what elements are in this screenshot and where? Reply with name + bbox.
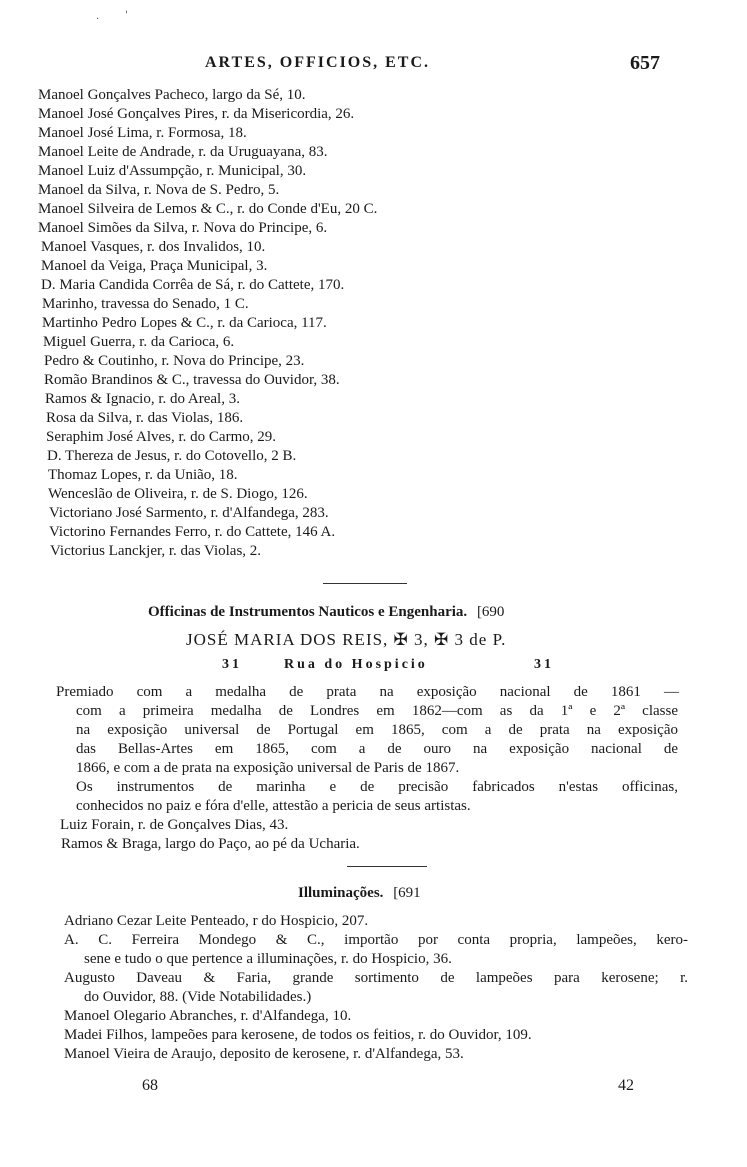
list-item: Luiz Forain, r. de Gonçalves Dias, 43. — [60, 817, 289, 833]
list-item: A. C. Ferreira Mondego & C., importão por conta propria, lampeões, kero- — [64, 932, 688, 948]
list-item: Victorino Fernandes Ferro, r. do Cattete, 146 A. — [49, 524, 336, 540]
list-item: Augusto Daveau & Faria, grande sortimento de lampeões para kerosene; r. — [64, 970, 688, 986]
page-header-title: ARTES, OFFICIOS, ETC. — [205, 54, 431, 71]
list-item: D. Maria Candida Corrêa de Sá, r. do Cattete, 170. — [41, 277, 345, 293]
section-title-text: Illuminações. — [298, 885, 384, 901]
list-item: Manoel Vieira de Araujo, deposito de kerosene, r. d'Alfandega, 53. — [64, 1046, 464, 1062]
signature-mark: 68 — [142, 1077, 158, 1094]
speck-mark: ' — [125, 10, 128, 21]
list-item: Martinho Pedro Lopes & C., r. da Carioca, 117. — [42, 315, 327, 331]
list-item: Rosa da Silva, r. das Violas, 186. — [46, 410, 244, 426]
section-title-text: Officinas de Instrumentos Nauticos e Engenharia. — [148, 604, 468, 620]
list-item: Marinho, travessa do Senado, 1 C. — [42, 296, 249, 312]
paragraph-line: Premiado com a medalha de prata na exposição nacional de 1861 — — [56, 684, 679, 700]
list-item: Wenceslão de Oliveira, r. de S. Diogo, 126. — [48, 486, 308, 502]
speck-mark: · — [96, 14, 100, 25]
list-item: D. Thereza de Jesus, r. do Cotovello, 2 B. — [47, 448, 297, 464]
list-item: Manoel Vasques, r. dos Invalidos, 10. — [41, 239, 266, 255]
list-item: Seraphim José Alves, r. do Carmo, 29. — [46, 429, 276, 445]
paragraph-line: com a primeira medalha de Londres em 1862—com as da 1ª e 2ª classe — [76, 703, 678, 719]
list-item: Manoel Silveira de Lemos & C., r. do Conde d'Eu, 20 C. — [38, 201, 378, 217]
list-item: Manoel Olegario Abranches, r. d'Alfandega, 10. — [64, 1008, 352, 1024]
company-name: JOSÉ MARIA DOS REIS, ✠ 3, ✠ 3 de P. — [186, 630, 507, 649]
signature-mark: 42 — [618, 1077, 634, 1094]
section-ref: [690 — [476, 604, 505, 620]
list-item: Manoel José Lima, r. Formosa, 18. — [38, 125, 247, 141]
list-item: Pedro & Coutinho, r. Nova do Principe, 23. — [44, 353, 305, 369]
section-divider — [323, 583, 407, 584]
address-number: 31 — [222, 657, 242, 672]
paragraph-line: Os instrumentos de marinha e de precisão fabricados n'estas officinas, — [76, 779, 678, 795]
list-item: Manoel Luiz d'Assumpção, r. Municipal, 30. — [38, 163, 307, 179]
section-divider — [347, 866, 427, 867]
list-item: Miguel Guerra, r. da Carioca, 6. — [43, 334, 235, 350]
section-title — [298, 885, 421, 902]
section-title — [148, 604, 504, 621]
list-item: Ramos & Braga, largo do Paço, ao pé da Ucharia. — [61, 836, 360, 852]
address-number: 31 — [534, 657, 554, 672]
list-item: Ramos & Ignacio, r. do Areal, 3. — [45, 391, 240, 407]
list-item: Victoriano José Sarmento, r. d'Alfandega, 283. — [49, 505, 329, 521]
list-item: Victorius Lanckjer, r. das Violas, 2. — [50, 543, 262, 559]
list-item: Madei Filhos, lampeões para kerosene, de todos os feitios, r. do Ouvidor, 109. — [64, 1027, 532, 1043]
company-address — [222, 657, 554, 673]
paragraph-line: das Bellas-Artes em 1865, com a de ouro na exposição nacional de — [76, 741, 678, 757]
address-street: Rua do Hospicio — [284, 657, 428, 672]
list-item: Manoel da Silva, r. Nova de S. Pedro, 5. — [38, 182, 280, 198]
list-item: Manoel Leite de Andrade, r. da Uruguayana, 83. — [38, 144, 328, 160]
list-item: Adriano Cezar Leite Penteado, r do Hospicio, 207. — [64, 913, 369, 929]
page-number: 657 — [630, 52, 660, 74]
list-item-continuation: sene e tudo o que pertence a illuminações, r. do Hospicio, 36. — [84, 951, 452, 967]
list-item: Manoel José Gonçalves Pires, r. da Misericordia, 26. — [38, 106, 355, 122]
section-ref: [691 — [393, 885, 421, 901]
list-item: Manoel Simões da Silva, r. Nova do Principe, 6. — [38, 220, 328, 236]
paragraph-line: na exposição universal de Portugal em 1865, com a de prata na exposição — [76, 722, 678, 738]
list-item: Thomaz Lopes, r. da União, 18. — [48, 467, 238, 483]
list-item: Manoel da Veiga, Praça Municipal, 3. — [41, 258, 268, 274]
list-item: Manoel Gonçalves Pacheco, largo da Sé, 10. — [38, 87, 306, 103]
paragraph-line: conhecidos no paiz e fóra d'elle, attestão a pericia de seus artistas. — [76, 798, 471, 814]
paragraph-line: 1866, e com a de prata na exposição universal de Paris de 1867. — [76, 760, 460, 776]
list-item: Romão Brandinos & C., travessa do Ouvidor, 38. — [44, 372, 340, 388]
list-item-continuation: do Ouvidor, 88. (Vide Notabilidades.) — [84, 989, 312, 1005]
